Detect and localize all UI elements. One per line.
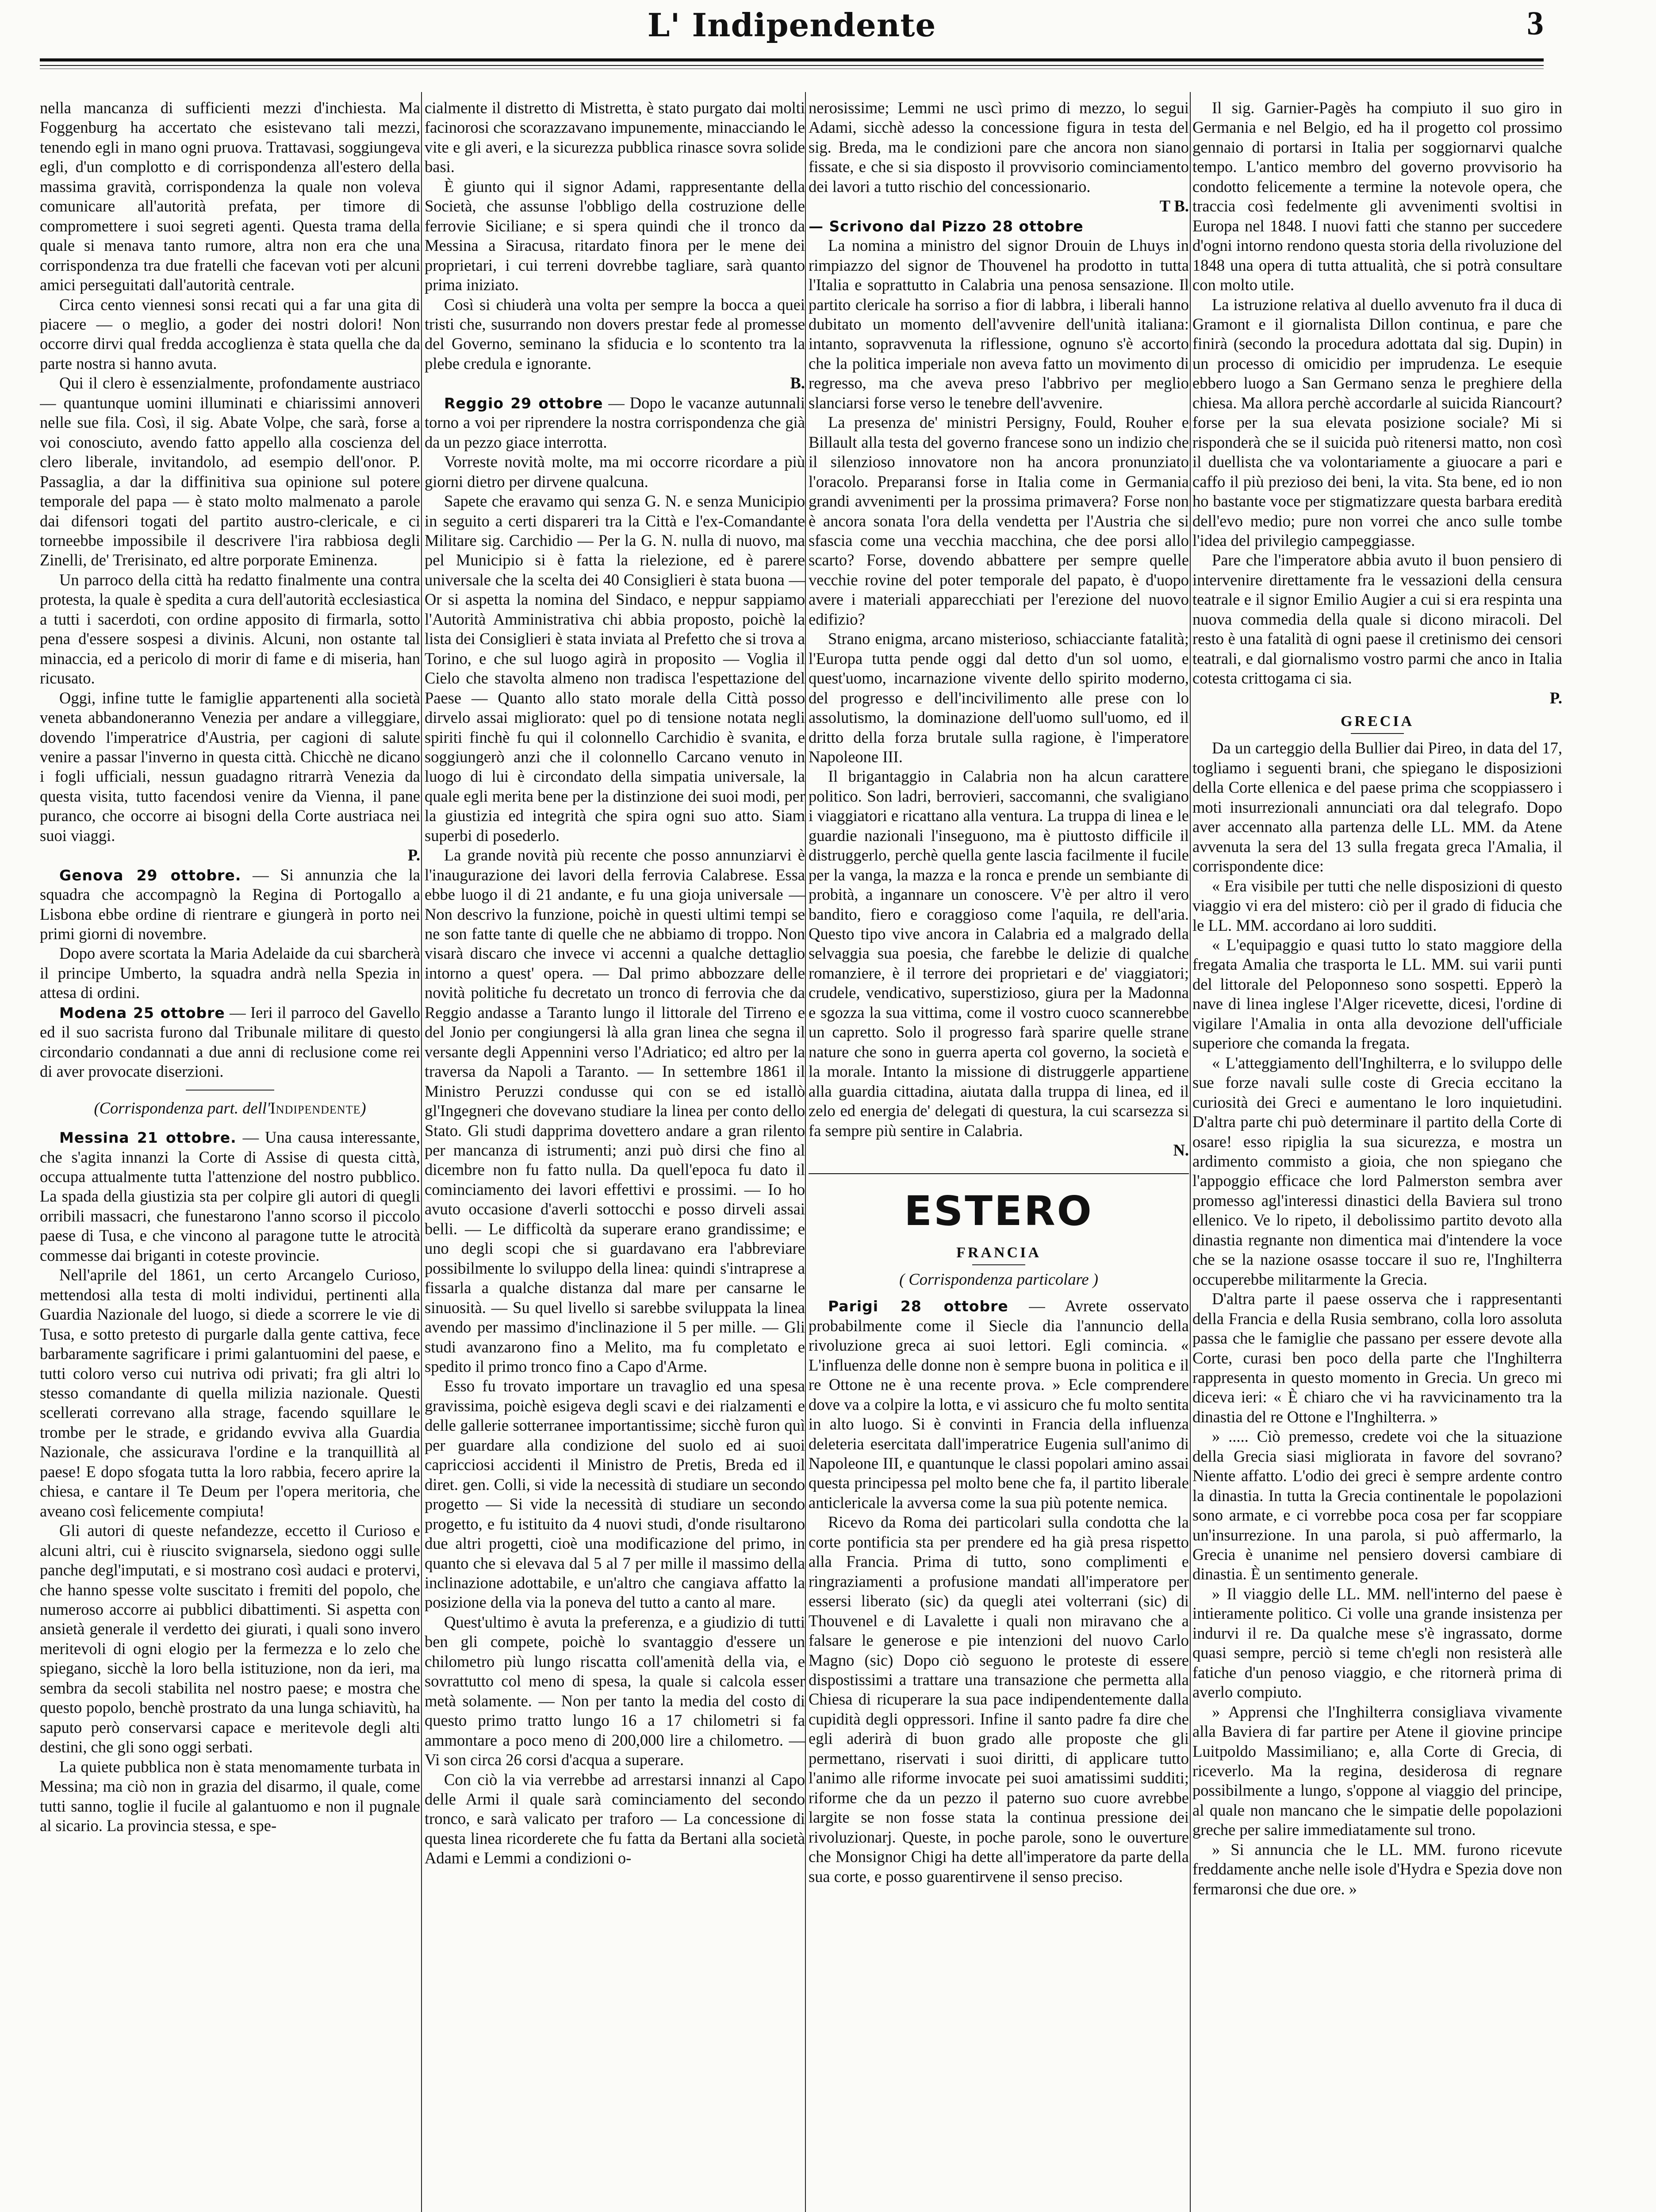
article-paragraph: Esso fu trovato importare un travaglio ed una spesa gravissima, poichè esigeva degli scavi e dei rialzamenti e delle gallerie sotterranee importantissime; sicchè furon quì per guardare alla condizione del suolo ed ai suoi capricciosi accidenti il Ministro de Pretis, Breda ed il diret. gen. Colli, si vide la necessità di studiare un secondo progetto — Si vide la necessità di studiare un secondo progetto, e fu istituito da 4 nuovi studi, d'onde risultarono due altri progetti, cioè una modificazione del primo, in quanto che si elevava dal 5 al 7 per mille il massimo della inclinazione adottabile, e un'altro che cangiava affatto la posizione della via la poneva del tutto a canto al mare. bbox=[425, 1377, 805, 1612]
article-paragraph: Il sig. Garnier-Pagès ha compiuto il suo giro in Germania e nel Belgio, ed ha il progetto col prossimo gennaio di portarsi in Italia per soggiornarvi qualche tempo. L'antico membro del governo provvisorio ha condotto felicemente a termine la notevole opera, che traccia così fedelmente gli avvenimenti svoltisi in Europa nel 1848. I nuovi fatti che stanno per succedere d'ogni intorno rendono questa storia della rivoluzione del 1848 una opera di tutta attualità, che si potrà consultare con molto utile. bbox=[1192, 99, 1562, 294]
correspondence-heading: ( Corrispondenza particolare ) bbox=[899, 1270, 1098, 1288]
masthead bbox=[40, 0, 1544, 71]
article-paragraph: — Avrete osservato probabilmente come il Siecle dia l'annuncio della rivoluzione greca ai suoi lettori. Egli comincia. « L'influenza delle donne non è sempre buona in politica e il re Ottone ne è una recente prova. » Ecle comprendere dove va a colpire la lotta, e vi assicuro che fu molto sentita in alto luogo. Si è convinti in Francia della influenza deleteria esercitata dall'imperatrice Eugenia sull'animo di Napoleone III, e quantunque le classi popolari amino assai questa principessa pel molto bene che fa, il partito liberale anticlericale la avversa come la sua più potente nemica. bbox=[809, 1297, 1189, 1512]
article-paragraph: La quiete pubblica non è stata menomamente turbata in Messina; ma ciò non in grazia del disarmo, il quale, come tutti sanno, toglie il fucile al galantuomo e non il pugnale al sicario. La provincia stessa, e spe- bbox=[40, 1757, 420, 1835]
column-divider bbox=[1190, 92, 1191, 2212]
article-paragraph: — Si annunzia che la squadra che accompagnò la Regina di Portogallo a Lisbona ebbe ordine di rientrare e giungerà in porto nei primi giorni di novembre. bbox=[40, 865, 420, 943]
article-paragraph: — Dopo le vacanze autunnali torno a voi per riprendere la nostra corrispondenza che già da un pezzo giace interrotta. bbox=[425, 393, 805, 451]
signature: T B. bbox=[1159, 197, 1189, 215]
article-paragraph: D'altra parte il paese osserva che i rappresentanti della Francia e della Rusia sembrano, colla loro assoluta passa che le famiglie che passano per essere devote alla Corte, curasi ben poco della parte che l'Inghilterra rappresenta in questo momento in Grecia. Un greco mi diceva ieri: « È chiaro che vi ha ravvicinamento tra la dinastia del re Ottone e l'Inghilterra. » bbox=[1192, 1290, 1562, 1426]
dateline: Genova 29 ottobre. bbox=[59, 866, 242, 884]
article-paragraph: cialmente il distretto di Mistretta, è stato purgato dai molti facinorosi che scorazzavano impunemente, minacciando le vite e gli averi, e la sicurezza pubblica rinasce sovra solide basi. bbox=[425, 99, 805, 176]
correspondence-heading: (Corrispondenza part. dell'Indipendente) bbox=[94, 1098, 366, 1117]
dateline: Messina 21 ottobre. bbox=[59, 1129, 237, 1147]
article-paragraph: « L'atteggiamento dell'Inghilterra, e lo sviluppo delle sue forze navali sulle coste di Grecia eccitano la curiosità dei Greci e aumentano le loro inquietudini. D'altra parte chi può determinare il partito della Corte di osare! esso ripiglia la sua sicurezza, e mostra un ardimento commisto a gioia, che non spiegano che l'appoggio efficace che lord Palmerston sembra aver promesso agl'interessi dinastici della Baviera sul trono ellenico. Ve lo ripeto, il debolissimo partito devoto alla dinastia regnante non dimentica mai d'intendere la voce che se la nazione osasse toccare il suo re, l'Inghilterra occuperebbe militarmente la Grecia. bbox=[1192, 1053, 1562, 1288]
article-paragraph: Oggi, infine tutte le famiglie appartenenti alla società veneta abbandoneranno Venezia per andare a villeggiare, dovendo l'imperatrice d'Austria, per cagioni di salute venire a passar l'inverno in questa città. Chicchè ne dicano i fogli ufficiali, nessun guadagno ritrarrà Venezia da questa visita, tutto facendosi venire da Vienna, il pane puranco, che occorre ai bisogni della Corte austriaca nei suoi viaggi. bbox=[40, 688, 420, 845]
column-4 bbox=[1192, 98, 1562, 2212]
section-heading-estero: ESTERO bbox=[809, 1173, 1189, 1236]
article-paragraph: » Si annuncia che le LL. MM. furono ricevute freddamente anche nelle isole d'Hydra e Spezia dove non fermaronsi che due ore. » bbox=[1192, 1840, 1562, 1898]
article-paragraph: » ..... Ciò premesso, credete voi che la situazione della Grecia siasi migliorata in favore del sovrano? Niente affatto. L'odio dei greci è sempre ardente contro la dinastia. In tutta la Grecia continentale le popolazioni sono armate, e ci vorrebbe poca cosa per far scoppiare un'insurrezione. In una parola, si può affermarlo, la Grecia è unanime nel pensiero doversi cambiare di dinastia. È un sentimento generale. bbox=[1192, 1427, 1562, 1583]
newspaper-name: Indipendente bbox=[270, 1098, 361, 1117]
column-divider bbox=[805, 92, 806, 2212]
article-paragraph: La grande novità più recente che posso annunziarvi è l'inaugurazione dei lavori della ferrovia Calabrese. Essa ebbe luogo il di 21 andante, e fu una gioja universale — Non descrivo la funzione, poichè in questi ultimi tempi se ne son fatte tante di quelle che ne abbiamo di troppo. Non visarà discaro che invece vi accenni a qualche dettaglio intorno a quest' opera. — Dal primo abbozzare delle novità politiche fu decretato un tronco di ferrovia che da Reggio andasse a Taranto lungo il littorale del Tirreno e del Jonio per congiungersi là alla gran linea che segna il versante degli Appennini verso l'Adriatico; ed altro per la traversa da Napoli a Taranto. — In settembre 1861 il Ministro Peruzzi condusse qui con se ed istallò gl'Ingegneri che dovevano studiare la linea per conto dello Stato. Gli studi dapprima dovettero andare a gran rilento per mancanza di istrumenti; anzi può dirsi che fino al dicembre non fu fatto nulla. Da quell'epoca fu dato il cominciamento dei lavori effettivi e prossimi. — Io ho avuto occasione d'averli sottocchi e posso dirveli assai belli. — Le difficoltà da superare erano grandissime; e uno degli scopi che si guardavano era l'abbreviare possibilmente lo sviluppo della linea: quindi s'intraprese a fissarla a qualche distanza dal mare per cansarne le sinuosità. — Su quel livello si sarebbe sviluppata la linea avendo per massimo d'inclinazione il 5 per mille. — Gli studi avanzarono fino a Melito, ma fu completato e spedito il primo tronco fino a Capo d'Arme. bbox=[425, 846, 805, 1375]
article-paragraph: Un parroco della città ha redatto finalmente una contra protesta, la quale è spedita a cura dell'autorità ecclesiastica a tutti i sacerdoti, con ordine apposito di firmarla, sotto pena d'essere sospesi a divinis. Alcuni, non ostante tal minaccia, ed a pericolo di morir di fame e di miseria, han ricusato. bbox=[40, 570, 420, 687]
article-paragraph: La presenza de' ministri Persigny, Fould, Rouher e Billault alla testa del governo francese sono un indizio che il silenzioso innovatore non ha ancora pronunziato l'oracolo. Preparansi forse in Italia come in Germania grandi avvenimenti per la prossima primavera? Forse non è ancora sonata l'ora della vendetta per l'Austria che si sfascia come una vecchia macchina, che dee porsi allo scarto? Forse, dovendo abbattere per sempre quelle vecchie rovine del poter temporale del papato, è d'uopo avere i materiali apparecchiati per l'erezione del nuovo edifizio? bbox=[809, 413, 1189, 628]
article-paragraph: È giunto qui il signor Adami, rappresentante della Società, che assunse l'obbligo della costruzione delle ferrovie Siciliane; e si spera quindi che il tronco da Messina a Siracusa, ritardato finora per le mene dei proprietari, i cui terreni dovrebbe tagliare, sarà quanto prima iniziato. bbox=[425, 177, 805, 294]
article-paragraph: Ricevo da Roma dei particolari sulla condotta che la corte pontificia sta per prendere ed ha già presa rispetto alla Francia. Prima di tutto, sono complimenti e ringraziamenti a profusione mandati all'imperatore per essersi liberato (sic) da quegli atei volterrani (sic) di Thouvenel e di Lavalette i quali non miravano che a falsare le generose e pie intenzioni del nuovo Carlo Magno (sic) Dopo ciò seguono le proteste di essere dispostissimi a trattare una transazione che permetta alla Chiesa di ricuperare la sua pace indipendentemente dalla cupidità degli oppressori. Infine il santo padre fa dire che egli aderirà di buon grado alle proposte che gli permettano, riservati i suoi diritti, di applicare tutto l'animo alle riforme invocate pei suoi amatissimi sudditi; riforme che da un pezzo il paterno suo cuore avrebbe largite se non fosse stata la continua pressione dei rivoluzionarj. Queste, in poche parole, sono le ouverture che Monsignor Chigi ha dette all'imperatore da parte della sua corte, e posso guarentirvene il senso preciso. bbox=[809, 1513, 1189, 1886]
page-number: 3 bbox=[1527, 5, 1544, 42]
article-paragraph: Gli autori di queste nefandezze, eccetto il Curioso e alcuni altri, cui è riuscito svignarsela, siedono oggi sulle panche degl'imputati, e si mostrano così audaci e protervi, che hanno spesse volte suscitato i fremiti del popolo, che numeroso accorre ai pubblici dibattimenti. Si aspetta con ansietà generale il verdetto dei giurati, i quali sono invero meritevoli di ogni elogio per la fermezza e lo zelo che spiegano, sicchè la loro bella istituzione, non da ieri, ma sembra da secoli stabilita nel nostro paese; e mostra che questo popolo, benchè prostrato da una lunga schiavitù, ha saputo però conservarsi capace e meritevole degli alti destini, che gli sono oggi serbati. bbox=[40, 1521, 420, 1756]
signature: P. bbox=[407, 846, 420, 864]
subheading-francia: FRANCIA bbox=[809, 1244, 1189, 1265]
article-paragraph: Con ciò la via verrebbe ad arrestarsi innanzi al Capo delle Armi il quale sarà cominciamento del secondo tronco, e sarà valicato per traforo — La concessione di questa linea ricorderete che fu fatta da Bertani alla società Adami e Lemmi a condizioni o- bbox=[425, 1770, 805, 1867]
subheading-grecia: GRECIA bbox=[1192, 712, 1562, 734]
article-paragraph: La istruzione relativa al duello avvenuto fra il duca di Gramont e il giornalista Dillon continua, e pare che finirà (secondo la procedura adottata dal sig. Dupin) in un processo di omicidio per imprudenza. Le esequie ebbero luogo a San Germano senza le preghiere della chiesa. Ma allora perchè accordarle al suicida Riancourt? forse per la sua elevata posizione sociale? Mi si risponderà che se il suicida può ritenersi matto, non così il duellista che va volontariamente a giuocare a pari e caffo il più prezioso dei beni, la vita. Sta bene, ed io non ho bastante voce per stigmatizzare questa barbara eredità dell'evo medio; pure non vorrei che anco sulle tombe l'idea del privilegio campeggiasse. bbox=[1192, 295, 1562, 549]
newspaper-title: L' Indipendente bbox=[647, 6, 936, 44]
signature: N. bbox=[1173, 1141, 1189, 1160]
article-paragraph: Dopo avere scortata la Maria Adelaide da cui sbarcherà il principe Umberto, la squadra andrà nella Spezia in attesa di ordini. bbox=[40, 944, 420, 1002]
dateline: Reggio 29 ottobre bbox=[444, 394, 603, 412]
section-separator bbox=[40, 1090, 420, 1091]
column-3 bbox=[809, 98, 1189, 2212]
dateline: Modena 25 ottobre bbox=[59, 1004, 225, 1022]
article-paragraph: Vorreste novità molte, ma mi occorre ricordare a più giorni dietro per dirvene qualcuna. bbox=[425, 453, 805, 491]
column-1 bbox=[40, 98, 420, 2212]
article-paragraph: » Apprensi che l'Inghilterra consigliava vivamente alla Baviera di far partire per Atene il giovine principe Luitpoldo Massimiliano; e, alla Corte di Grecia, di riceverlo. Ma la regina, desiderosa di regnare possibilmente a lungo, s'oppone al viaggio del principe, al quale non mancano che le simpatie delle popolazioni greche per salire immediatamente sul trono. bbox=[1192, 1702, 1562, 1839]
signature: P. bbox=[1549, 688, 1562, 707]
dateline: — Scrivono dal Pizzo 28 ottobre bbox=[809, 217, 1084, 235]
masthead-rule bbox=[40, 58, 1544, 66]
article-paragraph: Pare che l'imperatore abbia avuto il buon pensiero di intervenire direttamente fra le vessazioni della censura teatrale e il signor Emilio Augier a cui si era respinta una nuova commedia della quale si dicono miracoli. Del resto è una fatalità di ogni paese il cretinismo dei censori teatrali, e dal giornalismo vostro parmi che anco in Italia cotesta crittogama ci sia. bbox=[1192, 551, 1562, 687]
dateline: Parigi 28 ottobre bbox=[828, 1298, 1008, 1315]
article-paragraph: Circa cento viennesi sonsi recati qui a far una gita di piacere — o meglio, a goder dei nostri dolori! Non occorre dirvi qual fredda accoglienza è stata quella che da parte nostra si hanno avuta. bbox=[40, 295, 420, 373]
article-paragraph: Sapete che eravamo qui senza G. N. e senza Municipio in seguito a certi dispareri tra la Città e l'ex-Comandante Militare sig. Carchidio — Per la G. N. nulla di nuovo, ma pel Municipio si è fatta la rielezione, ed è parere universale che la scelta dei 40 Consiglieri è stata buona — Or si aspetta la nomina del Sindaco, e neppur sappiamo l'Autorità Amministrativa chi abbia proposto, poichè la lista dei Consiglieri è stata inviata al Prefetto che si trova a Torino, e che sul luogo agirà in proposito — Voglia il Cielo che stavolta almeno non tradisca l'espettazione del Paese — Quanto allo stato morale della Città posso dirvelo assai migliorato: quel po di tensione notata negli spiriti finchè fu qui il colonnello Carchidio è svanita, e soggiungerò anzi che il colonnello Carcano venuto in luogo di lui è circondato della simpatia universale, la quale egli merita bene per la distinzione dei suoi modi, per la giustizia ed integrità che spira ogni suo atto. Siam superbi di posederlo. bbox=[425, 492, 805, 845]
article-paragraph: — Una causa interessante, che s'agita innanzi la Corte di Assise di questa città, occupa attualmente tutta l'attenzione del nostro pubblico. La spada della giustizia sta per colpire gli autori di quegli orribili massacri, che funestarono l'anno scorso il piccolo paese di Tusa, e che vincono al paragone tutte le atrocità commesse dai briganti in coteste provincie. bbox=[40, 1128, 420, 1264]
column-divider bbox=[421, 92, 422, 2212]
article-paragraph: La nomina a ministro del signor Drouin de Lhuys in rimpiazzo del signor de Thouvenel ha prodotto in tutta l'Italia e soprattutto in Calabria una penosa sensazione. Il partito clericale ha sorriso a fior di labbra, i liberali hanno dubitato un momento dell'avvenire dell'unità italiana: intanto, sopravvenuta la riflessione, ognuno s'è accorto che la politica imperiale non aveva fatto un movimento di regresso, ma che aveva preso l'abbrivo per meglio slanciarsi forse verso le tenebre dell'avvenire. bbox=[809, 236, 1189, 412]
article-paragraph: Strano enigma, arcano misterioso, schiacciante fatalità; l'Europa tutta pende oggi dal detto d'un sol uomo, e quest'uomo, incarnazione vivente dello spirito moderno, del progresso e dell'incivilimento alle prese con lo assolutismo, la dominazione dell'uomo sull'uomo, ed il dritto della forza brutale sulla ragione, è l'imperatore Napoleone III. bbox=[809, 630, 1189, 766]
article-paragraph: Qui il clero è essenzialmente, profondamente austriaco — quantunque uomini illuminati e chiarissimi annoveri nelle sue fila. Così, il sig. Abate Volpe, che sarà, forse a voi conosciuto, avendo fatto appello alla coscienza del clero liberale, invitandolo, ad esempio dell'onor. P. Passaglia, a dar la diffinitiva sua opinione sul potere temporale del papa — è stato molto malmenato a parole dai difensori togati del partito austro-clericale, e ci torneebbe impossibile il descrivere l'ira rabbiosa degli Zinelli, de' Trerisinato, ed altre porporate Eminenza. bbox=[40, 374, 420, 569]
signature: B. bbox=[790, 374, 805, 392]
article-paragraph: Così si chiuderà una volta per sempre la bocca a quei tristi che, susurrando non dovers prestar fede al promesse del Governo, seminano la sfiducia e lo scontento tra la plebe credula e ignorante. bbox=[425, 295, 805, 373]
article-paragraph: Quest'ultimo è avuta la preferenza, e a giudizio di tutti ben gli compete, poichè lo svantaggio d'essere un chilometro più lungo riscatta coll'amenità della via, e sovrattutto col meno di spesa, la quale si calcola esser metà solamente. — Non per tanto la media del costo di questo primo tratto lungo 16 a 17 chilometri si fa ammontare a poco meno di 200,000 lire a chilometro. — Vi son circa 26 corsi d'acqua a superare. bbox=[425, 1613, 805, 1769]
article-paragraph: nella mancanza di sufficienti mezzi d'inchiesta. Ma Foggenburg ha accertato che esistevano tali mezzi, tenendo egli in mano ogni pruova. Trattavasi, soggiungeva egli, d'un complotto e di corrispondenza all'estero della massima gravità, corrispondenza la quale non voleva comunicare all'autorità prefata, per timore di compromettere i suoi segreti agenti. Questa trama della quale si menava tanto rumore, altra non era che una corrispondenza tra due fratelli che facevan voti per alcuni amici perseguitati dall'autorità centrale. bbox=[40, 99, 420, 294]
article-paragraph: Nell'aprile del 1861, un certo Arcangelo Curioso, mettendosi alla testa di molti individui, pertinenti alla Guardia Nazionale del luogo, si diede a scorrere le vie di Tusa, e sotto pretesto di purgarle dalla gente cattiva, fece barbaramente sagrificare i primi galantuomini del paese, e tutti coloro verso cui nutriva odi privati; fra gli altri lo stesso comandante di quella milizia nazionale. Questi scellerati correvano alla strage, facendo squillare le trombe per le strade, e gridando evviva alla Guardia Nazionale, che assicurava l'ordine e la tranquillità al paese! E dopo sfogata tutta la loro rabbia, fecero aprire la chiesa, e cantare il Te Deum per l'opera meritoria, che aveano così felicemente compiuta! bbox=[40, 1266, 420, 1520]
article-paragraph: Da un carteggio della Bullier dai Pireo, in data del 17, togliamo i seguenti brani, che spiegano le disposizioni della Corte ellenica e del paese prima che scoppiassero i moti insurrezionali annunciati ora dal telegrafo. Dopo aver accennato alla partenza delle LL. MM. da Atene avvenuta la sera del 13 sulla fregata greca l'Amalia, il corrispondente dice: bbox=[1192, 739, 1562, 876]
article-paragraph: nerosissime; Lemmi ne uscì primo di mezzo, lo segui Adami, sicchè adesso la concessione figura in testa del sig. Breda, ma le condizioni pare che ancora non siano fissate, e che si sia disposto il provvisorio cominciamento dei lavori a tutto rischio del concessionario. bbox=[809, 99, 1189, 196]
article-paragraph: » Il viaggio delle LL. MM. nell'interno del paese è intieramente politico. Ci volle una grande insistenza per indurvi il re. Da qualche mese s'è ingrassato, dorme quasi sempre, perciò si teme ch'egli non resisterà alle fatiche d'un penoso viaggio, e che ritornerà prima di averlo compiuto. bbox=[1192, 1584, 1562, 1701]
article-paragraph: « L'equipaggio e quasi tutto lo stato maggiore della fregata Amalia che trasporta le LL. MM. sui varii punti del littorale del Peloponneso sono sospetti. Epperò la nave di linea inglese l'Alger ricevette, dicesi, l'ordine di vigilare l'Amalia in onta alla devozione dell'ufficiale superiore che comanda la fregata. bbox=[1192, 935, 1562, 1052]
article-paragraph: « Era visibile per tutti che nelle disposizioni di questo viaggio vi era del mistero: ciò per il grado di fiducia che le LL. MM. accordano ai loro sudditi. bbox=[1192, 876, 1562, 934]
article-paragraph: — Ieri il parroco del Gavello ed il suo sacrista furono dal Tribunale militare di questo circondario condannati a due anni di reclusione come rei di aver provocate diserzioni. bbox=[40, 1003, 420, 1081]
article-paragraph: Il brigantaggio in Calabria non ha alcun carattere politico. Son ladri, berrovieri, saccomanni, che svaligiano i viaggiatori e ricattano alla ventura. La truppa di linea e le guardie nazionali l'inseguono, ma è piuttosto difficile il distruggerlo, perchè quella gente lascia facilmente il fucile per la vanga, la mazza e la ronca e prende un sembiante di probità, a ingannare un conoscere. V'è per altro il vero bandito, fiero e coraggioso come l'aquila, re dell'aria. Questo tipo vive ancora in Calabria ed a malgrado della selvaggia sua poesia, che farebbe le delizie di qualche romanziere, è il terrore dei proprietari e de' viaggiatori; crudele, vendicativo, superstizioso, giura per la Madonna e sgozza la sua vittima, come il vostro cuoco scannerebbe un capretto. Solo il progresso farà sparire quelle strane nature che sono in guerra aperta col governo, la società e la morale. Intanto la missione di distruggerle appartiene alla guardia cittadina, aiutata dalla truppa di linea, ed il zelo ed energia de' delegati di questura, la cui scarsezza si fa sempre più sentire in Calabria. bbox=[809, 767, 1189, 1140]
column-2 bbox=[425, 98, 805, 2212]
